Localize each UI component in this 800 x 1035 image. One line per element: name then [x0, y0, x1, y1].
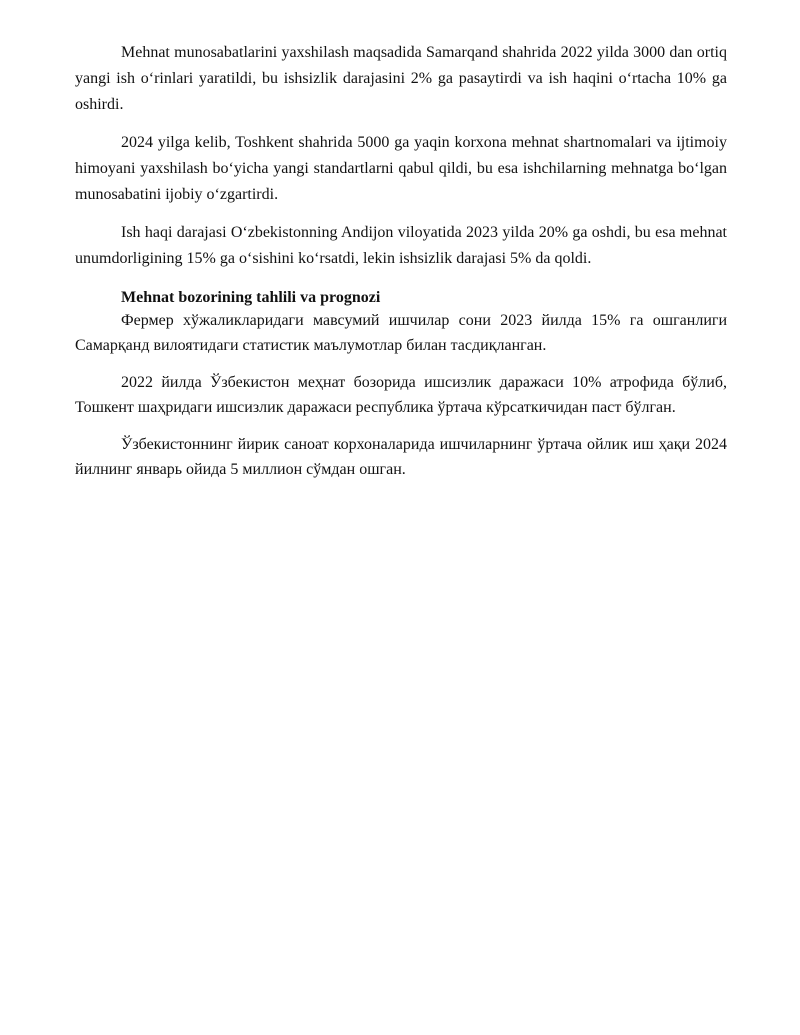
paragraph-unemployment-2022: 2022 йилда Ўзбекистон меҳнат бозорида ишсизлик даражаси 10% атрофида бўлиб, Тошкент шаҳридаги ишсизлик даражаси республика ўртача кўрсаткичидан паст бўлган.: [75, 374, 727, 416]
paragraph-seasonal-workers: Фермер хўжаликларидаги мавсумий ишчилар сони 2023 йилда 15% га ошганлиги Самарқанд вилоятидаги статистик маълумотлар билан тасдиқланган.: [75, 312, 727, 354]
paragraph-andijon-wages: Ish haqi darajasi O‘zbekistonning Andijon viloyatida 2023 yilda 20% ga oshdi, bu esa mehnat unumdorligining 15% ga o‘sishini ko‘rsatdi, lekin ishsizlik darajasi 5% da qoldi.: [75, 224, 727, 267]
paragraph-samarqand-jobs: Mehnat munosabatlarini yaxshilash maqsadida Samarqand shahrida 2022 yilda 3000 dan ortiq yangi ish o‘rinlari yaratildi, bu ishsizlik darajasini 2% ga pasaytirdi va ish haqini o‘rtacha 10% ga oshirdi.: [75, 44, 727, 113]
paragraph-toshkent-standards: 2024 yilga kelib, Toshkent shahrida 5000 ga yaqin korxona mehnat shartnomalari va ijtimoiy himoyani yaxshilash bo‘yicha yangi standartlarni qabul qildi, bu esa ishchilarning mehnatga bo‘lgan munosabatini ijobiy o‘zgartirdi.: [75, 134, 727, 203]
paragraph-average-wage-2024: Ўзбекистоннинг йирик саноат корхоналарида ишчиларнинг ўртача ойлик иш ҳақи 2024 йилнинг январь ойида 5 миллион сўмдан ошган.: [75, 436, 727, 478]
section-heading: Mehnat bozorining tahlili va prognozi: [121, 289, 381, 306]
document-page: [75, 40, 727, 482]
